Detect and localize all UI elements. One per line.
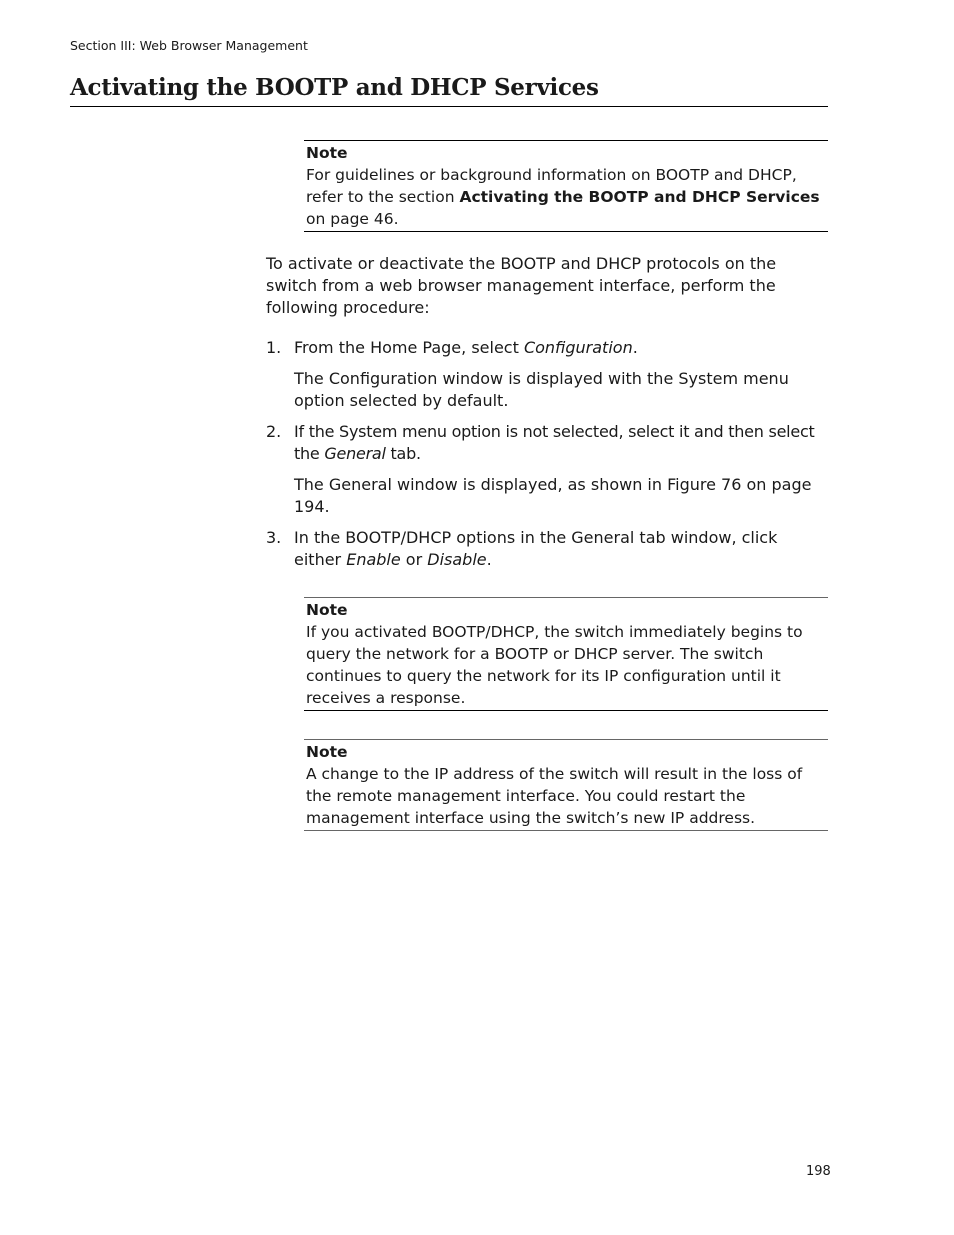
note-label: Note — [306, 743, 348, 761]
step-text: In the BOOTP/DHCP options in the General tab window, click either Enable or Disable. — [294, 528, 778, 569]
step-2 — [266, 421, 828, 465]
step-number: 2. — [266, 422, 282, 441]
step-number: 1. — [266, 338, 282, 357]
note-guidelines — [304, 140, 828, 232]
intro-paragraph: To activate or deactivate the BOOTP and DHCP protocols on the switch from a web browser management interface, perform the following procedure: — [266, 254, 777, 317]
page-title: Activating the BOOTP and DHCP Services — [70, 74, 828, 107]
cross-reference: Activating the BOOTP and DHCP Services — [459, 188, 820, 206]
step-3 — [266, 527, 828, 571]
note-text: A change to the IP address of the switch will result in the loss of the remote management interface. You could restart the management interface using the switch’s new IP address. — [306, 765, 803, 827]
page-number: 198 — [806, 1164, 831, 1179]
step-text: If the System menu option is not selected, select it and then select the General tab. — [294, 422, 815, 463]
step-text: From the Home Page, select Configuration. — [294, 338, 638, 357]
note-text: For guidelines or background information on BOOTP and DHCP, refer to the section Activating the BOOTP and DHCP Services on page 46. — [306, 166, 820, 228]
running-header: Section III: Web Browser Management — [70, 38, 308, 53]
note-ip-change — [304, 739, 828, 831]
step-1 — [266, 337, 828, 359]
note-label: Note — [306, 144, 348, 162]
step-1-result: The Configuration window is displayed with the System menu option selected by default. — [294, 369, 789, 410]
note-text: If you activated BOOTP/DHCP, the switch immediately begins to query the network for a BOOTP or DHCP server. The switch continues to query the network for its IP configuration until it receives a response. — [306, 623, 803, 707]
step-number: 3. — [266, 528, 282, 547]
note-label: Note — [306, 601, 348, 619]
step-2-result: The General window is displayed, as shown in Figure 76 on page 194. — [294, 475, 812, 516]
note-query-behavior — [304, 597, 828, 711]
